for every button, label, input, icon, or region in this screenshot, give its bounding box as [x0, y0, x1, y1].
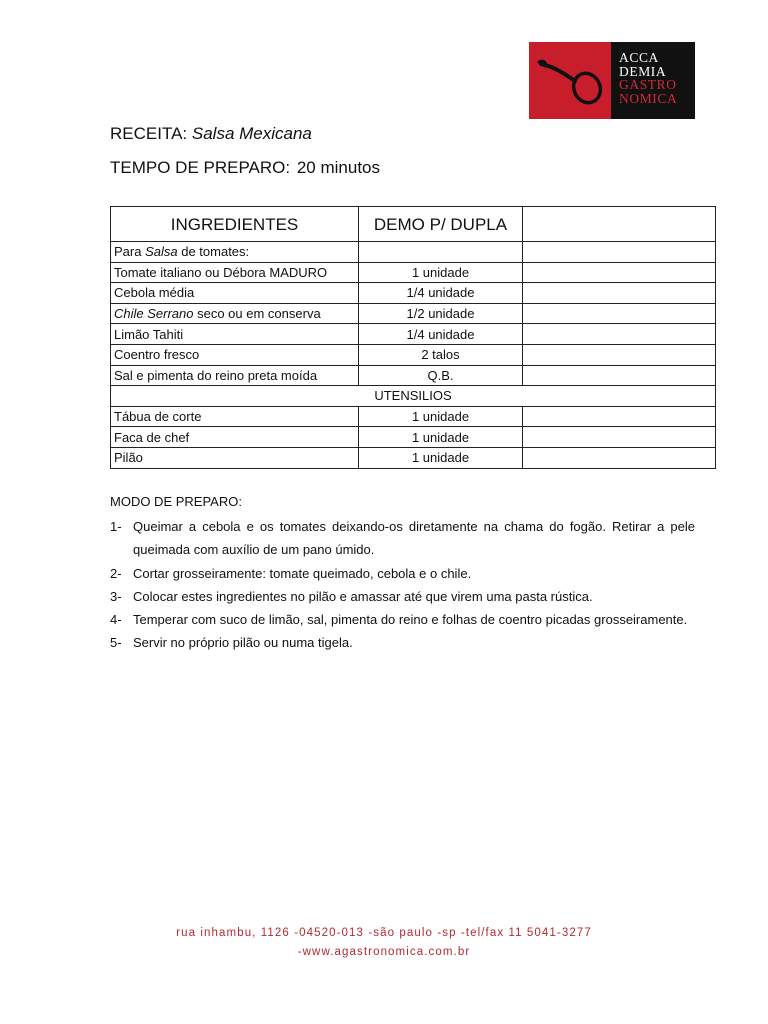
header-demo: DEMO P/ DUPLA — [359, 207, 523, 242]
utensil-name: Faca de chef — [111, 427, 359, 448]
logo-text: DEMIA — [619, 63, 667, 79]
section-label: Para Salsa de tomates: — [111, 242, 359, 263]
logo-text: GASTRO — [619, 77, 677, 92]
recipe-heading — [110, 124, 312, 144]
step-text: Queimar a cebola e os tomates deixando-os diretamente na chama do fogão. Retirar a pele queimada com auxílio de um pano úmido. — [133, 519, 695, 558]
ingredient-name: Sal e pimenta do reino preta moída — [111, 365, 359, 386]
brand-logo — [529, 42, 695, 119]
table-header-row — [111, 207, 716, 242]
table-row — [111, 283, 716, 304]
prep-time-heading — [110, 158, 380, 178]
table-row — [111, 324, 716, 345]
step-number: 1- — [110, 519, 122, 534]
method-section — [110, 494, 695, 655]
table-row — [111, 365, 716, 386]
ingredient-name: Limão Tahiti — [111, 324, 359, 345]
step-number: 3- — [110, 588, 122, 604]
ingredients-table — [110, 206, 716, 469]
ingredient-qty: 1 unidade — [359, 262, 523, 283]
list-item — [110, 631, 695, 654]
step-text: Cortar grosseiramente: tomate queimado, cebola e o chile. — [133, 565, 472, 581]
ingredient-qty: 1/4 unidade — [359, 283, 523, 304]
recipe-label: RECEITA: — [110, 124, 188, 143]
ingredient-name: Coentro fresco — [111, 344, 359, 365]
utensil-name: Tábua de corte — [111, 406, 359, 427]
list-item — [110, 515, 695, 562]
logo-red-panel — [529, 42, 611, 119]
table-row — [111, 406, 716, 427]
ingredient-qty: 1/2 unidade — [359, 303, 523, 324]
ingredient-qty: Q.B. — [359, 365, 523, 386]
prep-time-value: 20 minutos — [296, 158, 381, 177]
step-number: 5- — [110, 635, 122, 651]
footer-address: rua inhambu, 1126 -04520-013 -são paulo -sp -tel/fax 11 5041-3277 — [176, 927, 592, 939]
step-text: Colocar estes ingredientes no pilão e amassar até que virem uma pasta rústica. — [133, 588, 593, 604]
list-item — [110, 608, 695, 631]
ingredient-name: Chile Serrano seco ou em conserva — [111, 303, 359, 324]
recipe-name: Salsa Mexicana — [191, 124, 312, 143]
utensils-label: UTENSILIOS — [111, 386, 716, 407]
step-text: Temperar com suco de limão, sal, pimenta do reino e folhas de coentro picadas grosseiramente. — [133, 612, 688, 628]
header-ingredients: INGREDIENTES — [111, 207, 359, 242]
method-title: MODO DE PREPARO: — [110, 494, 242, 509]
step-text: Servir no próprio pilão ou numa tigela. — [133, 635, 353, 651]
table-row — [111, 447, 716, 468]
table-row — [111, 427, 716, 448]
list-item — [110, 585, 695, 608]
prep-time-label: TEMPO DE PREPARO: — [110, 158, 291, 177]
step-number: 2- — [110, 565, 122, 581]
utensil-name: Pilão — [111, 447, 359, 468]
logo-text: NOMICA — [619, 90, 678, 106]
section-row — [111, 242, 716, 263]
ingredient-qty: 1/4 unidade — [359, 324, 523, 345]
ingredient-name: Cebola média — [111, 283, 359, 304]
list-item — [110, 562, 695, 585]
method-steps — [110, 515, 695, 655]
table-row — [111, 344, 716, 365]
step-number: 4- — [110, 612, 122, 628]
footer-website: -www.agastronomica.com.br — [297, 946, 471, 958]
table-row — [111, 262, 716, 283]
ingredient-qty: 2 talos — [359, 344, 523, 365]
table-row — [111, 303, 716, 324]
utensils-header-row — [111, 386, 716, 407]
utensil-qty: 1 unidade — [359, 447, 523, 468]
logo-text: ACCA — [619, 50, 659, 65]
utensil-qty: 1 unidade — [359, 406, 523, 427]
ingredient-name: Tomate italiano ou Débora MADURO — [111, 262, 359, 283]
header-empty — [523, 207, 716, 242]
logo-text-panel — [611, 42, 695, 119]
utensil-qty: 1 unidade — [359, 427, 523, 448]
spoon-icon — [535, 56, 605, 108]
